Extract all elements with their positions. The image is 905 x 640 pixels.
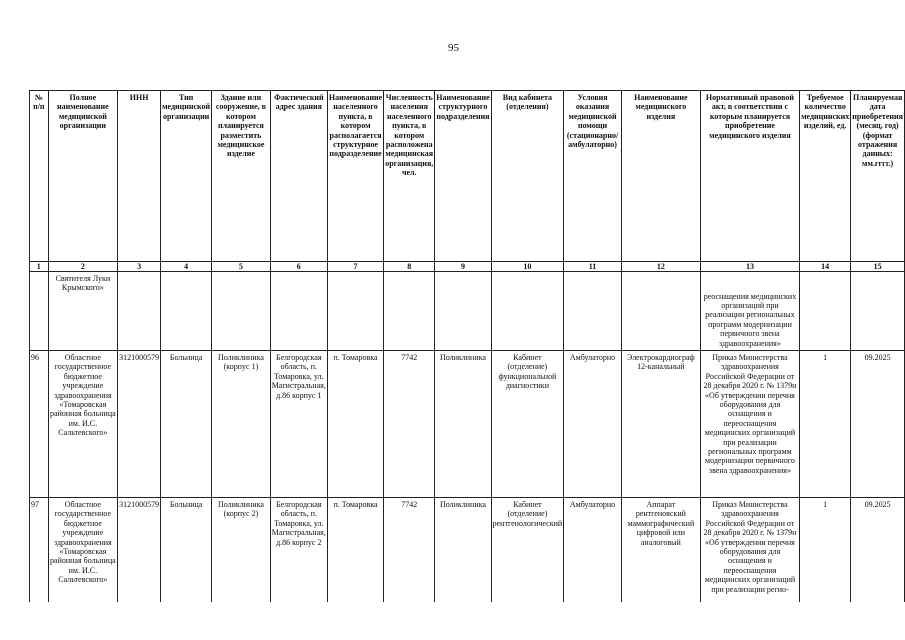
org-type: Больница — [161, 498, 212, 603]
address: Белгородская область, п. Томаровка, ул. Магистральная, д.86 корпус 2 — [270, 498, 327, 603]
planned-date: 09.2025 — [851, 498, 905, 603]
population: 7742 — [384, 351, 435, 498]
device: Электрокардиограф 12-канальный — [621, 351, 700, 498]
act-continuation: реоснащения медицинских организаций при реализации региональных программ модернизации первичного звена здравоохранения» — [700, 272, 799, 351]
column-number: 1 — [30, 262, 49, 272]
table-cell — [327, 272, 383, 351]
table-cell — [30, 272, 49, 351]
cabinet: Кабинет (отделение) рентгенологический — [491, 498, 564, 603]
header-cell: Численность населения населенного пункта, в котором расположена медицинская организация, чел. — [384, 91, 435, 262]
column-number: 12 — [621, 262, 700, 272]
header-cell: Наименование населенного пункта, в котором располагается структурное подразделение — [327, 91, 383, 262]
table-cell — [161, 272, 212, 351]
column-number: 11 — [564, 262, 622, 272]
table-header-row — [30, 91, 905, 262]
header-cell: Наименование медицинского изделия — [621, 91, 700, 262]
table-cell — [270, 272, 327, 351]
column-number: 10 — [491, 262, 564, 272]
org-type: Больница — [161, 351, 212, 498]
org-name: Областное государственное бюджетное учреждение здравоохранения «Томаровская районная больница им. И.С. Сальтевского» — [48, 498, 117, 603]
cabinet: Кабинет (отделение) функциональной диагностики — [491, 351, 564, 498]
column-number: 5 — [212, 262, 271, 272]
header-cell: Тип медицинской организации — [161, 91, 212, 262]
inn: 3121000579 — [118, 351, 161, 498]
quantity: 1 — [800, 498, 851, 603]
org-name: Областное государственное бюджетное учреждение здравоохранения «Томаровская районная больница им. И.С. Сальтевского» — [48, 351, 117, 498]
locality: п. Томаровка — [327, 498, 383, 603]
table-cell — [384, 272, 435, 351]
table-cell — [564, 272, 622, 351]
table-cell — [212, 272, 271, 351]
column-number: 6 — [270, 262, 327, 272]
building: Поликлиника (корпус 1) — [212, 351, 271, 498]
unit: Поликлиника — [435, 351, 491, 498]
header-cell: Нормативный правовой акт, в соответствии с которым планируется приобретение медицинского изделия — [700, 91, 799, 262]
table-row — [30, 498, 905, 603]
page-number: 95 — [448, 42, 459, 54]
column-number: 2 — [48, 262, 117, 272]
column-number: 8 — [384, 262, 435, 272]
locality: п. Томаровка — [327, 351, 383, 498]
table-cell — [800, 272, 851, 351]
row-number: 97 — [30, 498, 49, 603]
header-cell: Полное наименование медицинской организации — [48, 91, 117, 262]
table-cell — [851, 272, 905, 351]
legal-act: Приказ Министерства здравоохранения Российской Федерации от 28 декабря 2020 г. № 1379н «Об утверждении перечня оборудования для оснащения и переоснащения медицинских организаций при реализации регио- — [700, 498, 799, 603]
header-cell: Требуемое количество медицинских изделий, ед. — [800, 91, 851, 262]
inn: 3121000579 — [118, 498, 161, 603]
column-number-row — [30, 262, 905, 272]
header-cell: № п/п — [30, 91, 49, 262]
building: Поликлиника (корпус 2) — [212, 498, 271, 603]
header-cell: Условия оказания медицинской помощи (стационарно/амбулаторно) — [564, 91, 622, 262]
column-number: 7 — [327, 262, 383, 272]
planned-date: 09.2025 — [851, 351, 905, 498]
header-cell: Фактический адрес здания — [270, 91, 327, 262]
table-row — [30, 351, 905, 498]
header-cell: Здание или сооружение, в котором планируется разместить медицинское изделие — [212, 91, 271, 262]
address: Белгородская область, п. Томаровка, ул. Магистральная, д.86 корпус 1 — [270, 351, 327, 498]
device: Аппарат рентгеновский маммографический цифровой или аналоговый — [621, 498, 700, 603]
quantity: 1 — [800, 351, 851, 498]
column-number: 3 — [118, 262, 161, 272]
header-cell: Наименование структурного подразделения — [435, 91, 491, 262]
conditions: Амбулаторно — [564, 351, 622, 498]
medical-equipment-table — [29, 90, 905, 602]
unit: Поликлиника — [435, 498, 491, 603]
column-number: 14 — [800, 262, 851, 272]
conditions: Амбулаторно — [564, 498, 622, 603]
table-cell — [435, 272, 491, 351]
column-number: 9 — [435, 262, 491, 272]
population: 7742 — [384, 498, 435, 603]
continuation-row — [30, 272, 905, 351]
header-cell: Вид кабинета (отделения) — [491, 91, 564, 262]
column-number: 15 — [851, 262, 905, 272]
table-cell — [621, 272, 700, 351]
table-cell — [491, 272, 564, 351]
table-cell — [118, 272, 161, 351]
column-number: 13 — [700, 262, 799, 272]
column-number: 4 — [161, 262, 212, 272]
header-cell: ИНН — [118, 91, 161, 262]
org-name-continuation: Святителя Луки Крымского» — [48, 272, 117, 351]
header-cell: Планируемая дата приобретения (месяц, год) (формат отражения данных: мм.гггг.) — [851, 91, 905, 262]
row-number: 96 — [30, 351, 49, 498]
legal-act: Приказ Министерства здравоохранения Российской Федерации от 28 декабря 2020 г. № 1379н «Об утверждении перечня оборудования для оснащения и переоснащения медицинских организаций при реализации региональных программ модернизации первичного звена здравоохранения» — [700, 351, 799, 498]
